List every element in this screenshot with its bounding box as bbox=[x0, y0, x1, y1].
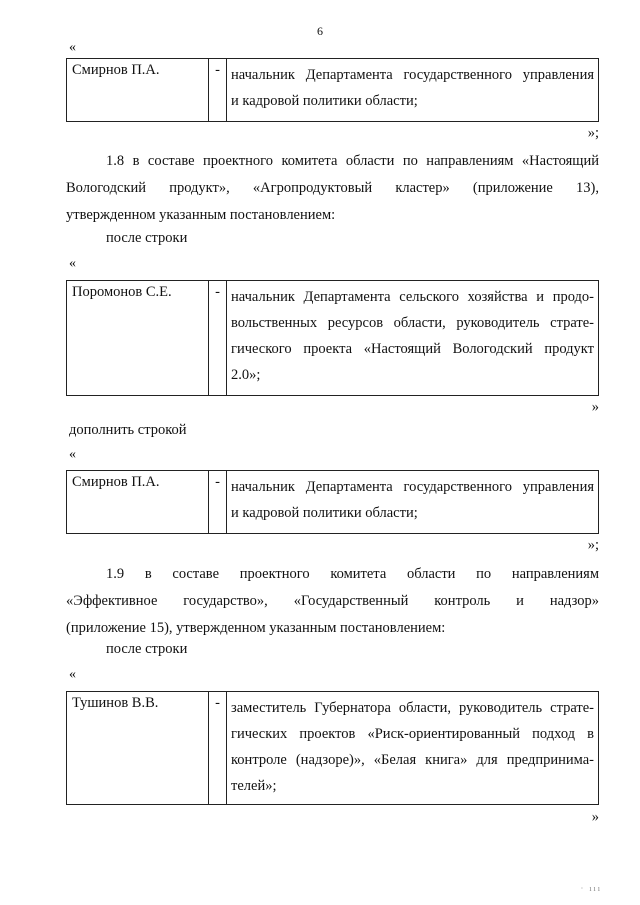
table-position-cell bbox=[227, 281, 598, 395]
paragraph-1-9 bbox=[66, 561, 599, 642]
table-block-4 bbox=[66, 691, 599, 805]
table-dash-cell: - bbox=[209, 59, 227, 121]
table-name-cell: Смирнов П.А. bbox=[67, 59, 209, 121]
paragraph-line: 1.9 в составе проектного комитета области по направлениям bbox=[106, 566, 599, 582]
position-line: начальник Департамента государственного управления bbox=[231, 67, 594, 83]
after-row-text: после строки bbox=[106, 230, 188, 246]
table-block-3 bbox=[66, 470, 599, 534]
table-position-cell bbox=[227, 692, 598, 804]
table-dash-cell: - bbox=[209, 692, 227, 804]
paragraph-line: 1.8 в составе проектного комитета области по направлениям «Настоящий bbox=[106, 153, 599, 169]
position-line: и кадровой политики области; bbox=[231, 93, 418, 109]
table-dash-cell: - bbox=[209, 471, 227, 533]
footer-mark: · ııı bbox=[580, 884, 602, 893]
table-name-cell: Смирнов П.А. bbox=[67, 471, 209, 533]
quote-close: » bbox=[591, 399, 599, 415]
position-line: 2.0»; bbox=[231, 367, 261, 383]
paragraph-line: «Эффективное государство», «Государственный контроль и надзор» bbox=[66, 593, 599, 609]
paragraph-1-8 bbox=[66, 148, 599, 229]
quote-open: « bbox=[69, 256, 76, 271]
table-name-cell: Поромонов С.Е. bbox=[67, 281, 209, 395]
position-line: начальник Департамента государственного управления bbox=[231, 479, 594, 495]
paragraph-line: (приложение 15), утвержденном указанным постановлением: bbox=[66, 620, 446, 636]
table-position-cell bbox=[227, 471, 598, 533]
position-line: вольственных ресурсов области, руководитель страте- bbox=[231, 315, 594, 331]
paragraph-line: утвержденном указанным постановлением: bbox=[66, 207, 336, 223]
quote-close: » bbox=[591, 809, 599, 825]
paragraph-line: Вологодский продукт», «Агропродуктовый кластер» (приложение 13), bbox=[66, 180, 599, 196]
after-row-text: после строки bbox=[106, 641, 188, 657]
position-line: и кадровой политики области; bbox=[231, 505, 418, 521]
quote-open: « bbox=[69, 447, 76, 462]
position-line: заместитель Губернатора области, руководитель страте- bbox=[231, 700, 594, 716]
position-line: телей»; bbox=[231, 778, 277, 794]
quote-open: « bbox=[69, 40, 76, 55]
quote-close: »; bbox=[587, 537, 599, 553]
page-number: 6 bbox=[317, 24, 323, 38]
position-line: контроле (надзоре)», «Белая книга» для предпринима- bbox=[231, 752, 594, 768]
position-line: гических проектов «Риск-ориентированный подход в bbox=[231, 726, 594, 742]
table-name-cell: Тушинов В.В. bbox=[67, 692, 209, 804]
table-block-2 bbox=[66, 280, 599, 396]
position-line: гического проекта «Настоящий Вологодский продукт bbox=[231, 341, 594, 357]
table-position-cell bbox=[227, 59, 598, 121]
quote-close: »; bbox=[587, 125, 599, 141]
table-block-1 bbox=[66, 58, 599, 122]
quote-open: « bbox=[69, 667, 76, 682]
position-line: начальник Департамента сельского хозяйства и продо- bbox=[231, 289, 594, 305]
add-row-text: дополнить строкой bbox=[69, 422, 187, 438]
table-dash-cell: - bbox=[209, 281, 227, 395]
